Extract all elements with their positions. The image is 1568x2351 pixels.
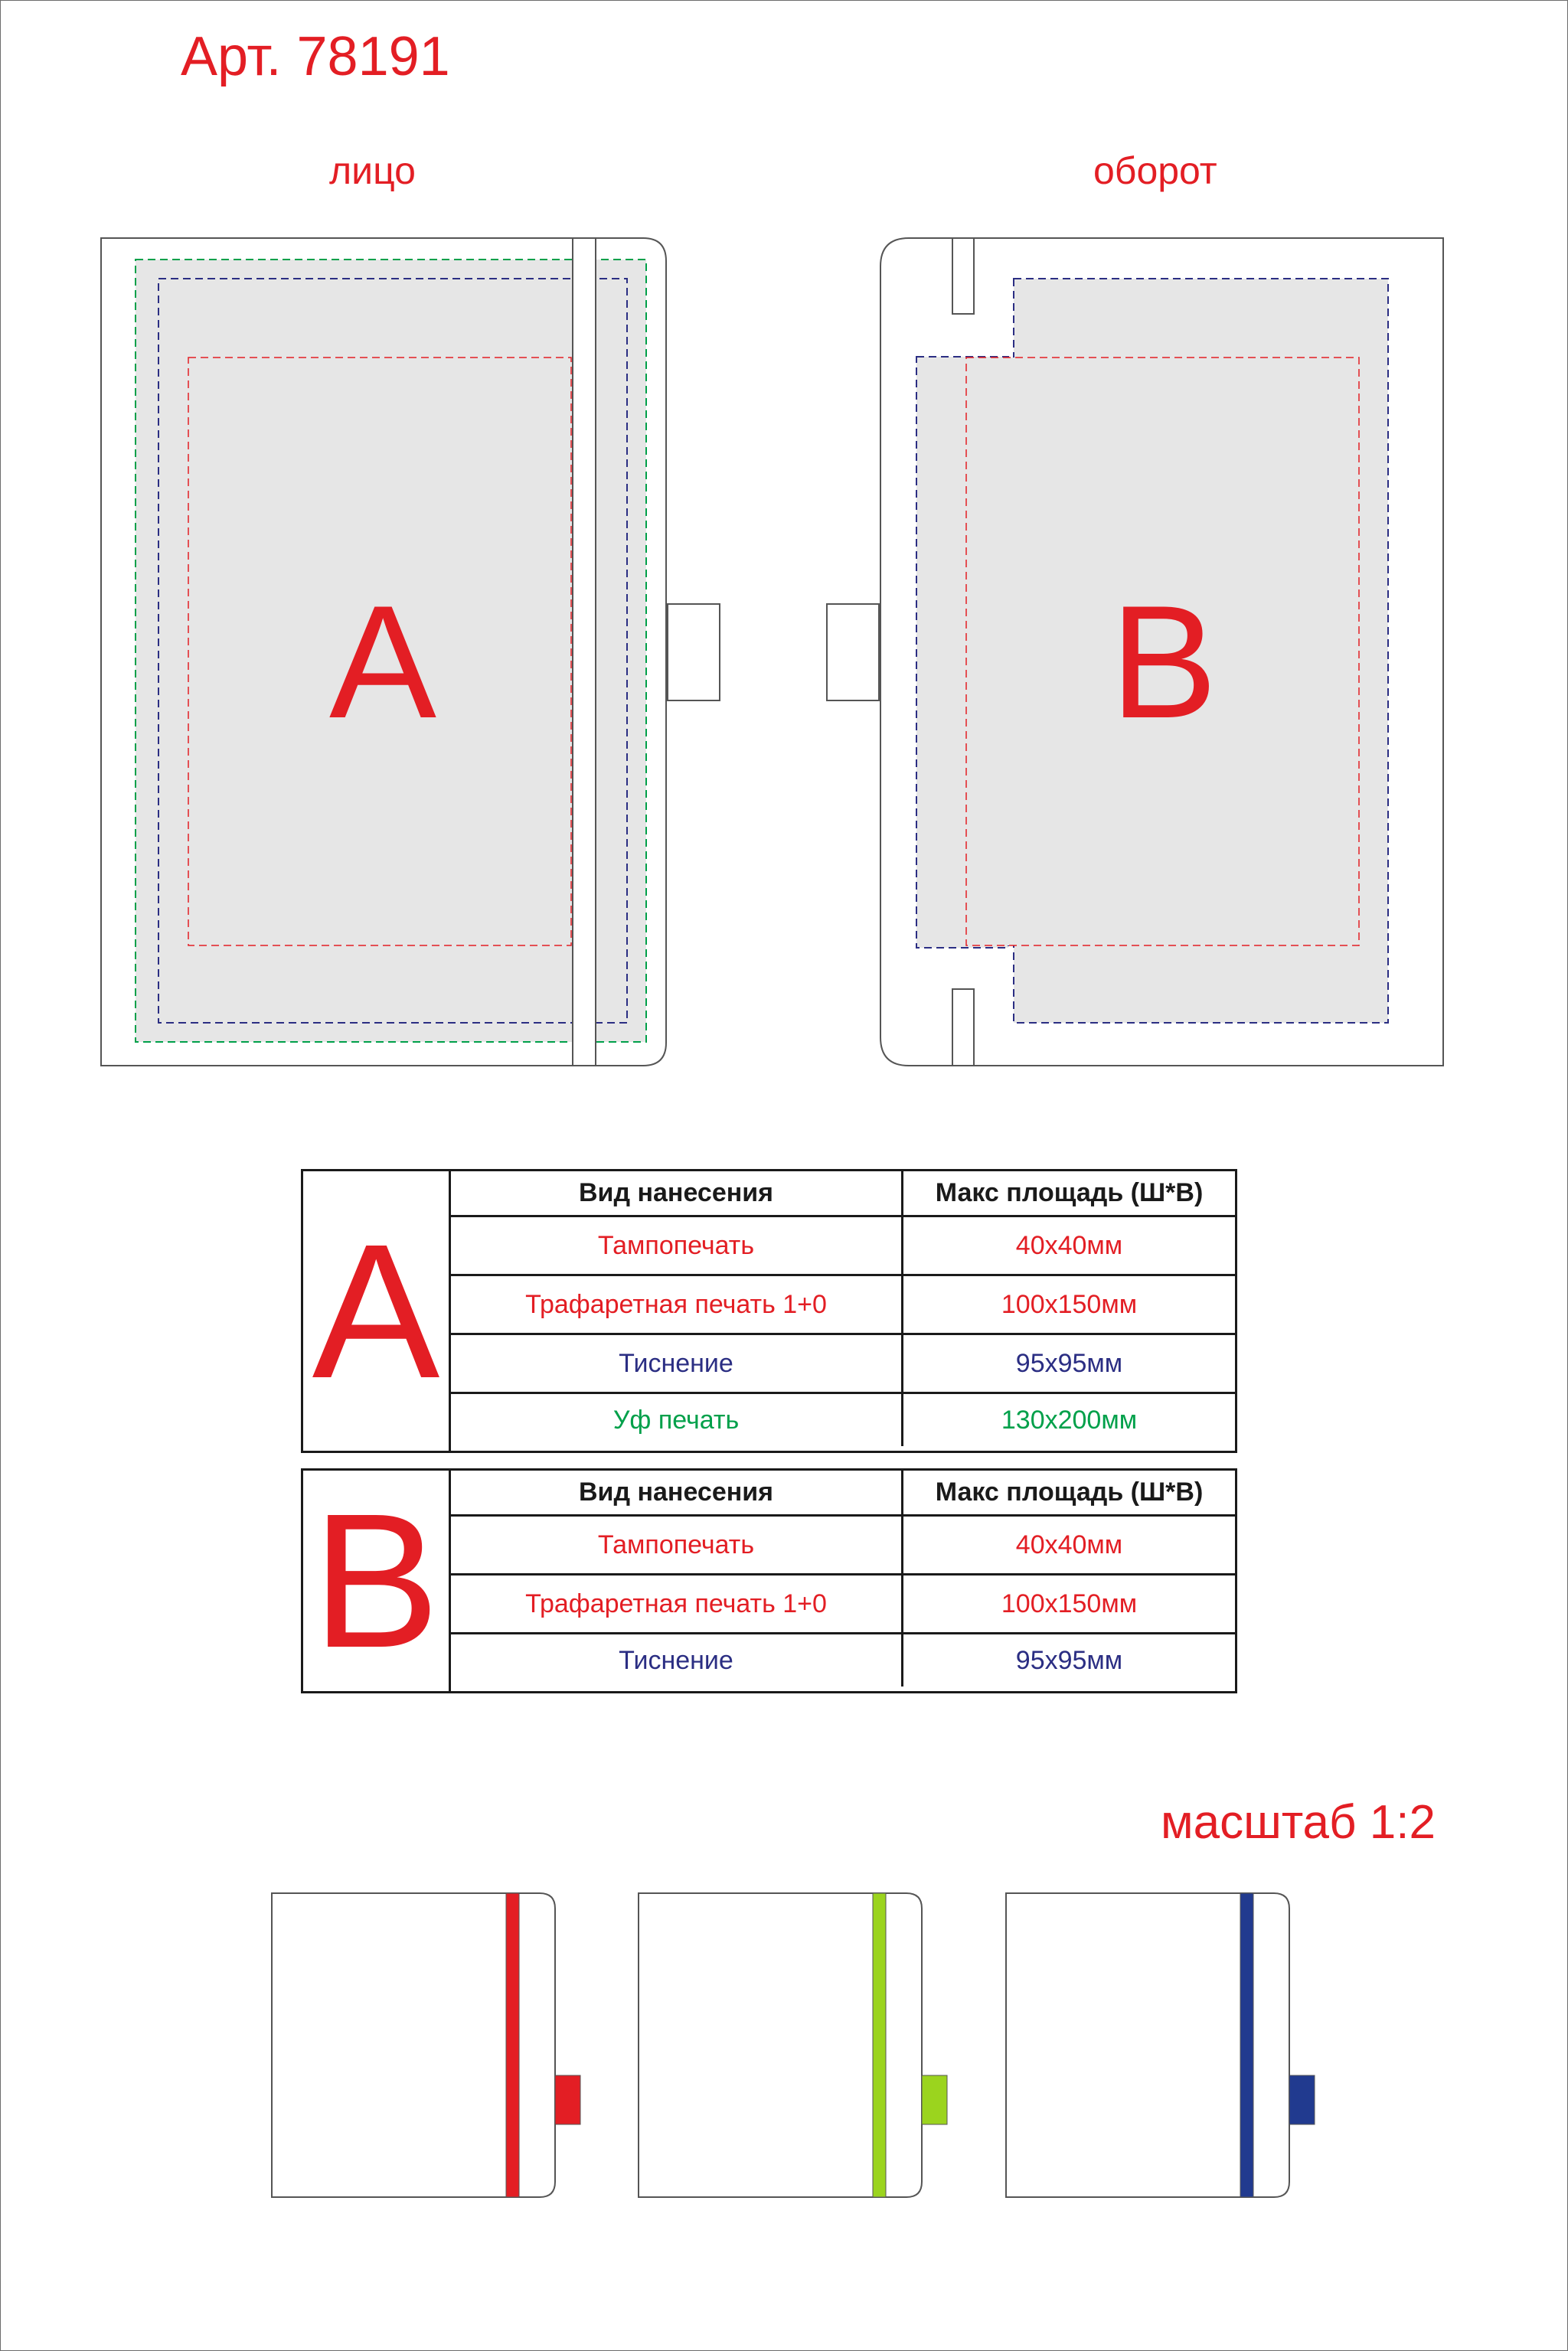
size-cell: 95х95мм [1015,1348,1123,1378]
size-cell: 95х95мм [1015,1645,1123,1675]
front-elastic-band [573,238,596,1066]
table-b-header [451,1471,1235,1517]
col-method-header: Вид нанесения [451,1471,903,1514]
size-cell: 100х150мм [1001,1589,1138,1618]
front-zone-letter: A [328,572,437,752]
scale-label: масштаб 1:2 [1161,1796,1436,1849]
method-cell: Тиснение [451,1634,903,1687]
method-cell: Тиснение [451,1335,903,1392]
size-cell: 40х40мм [1015,1230,1123,1260]
method-cell: Трафаретная печать 1+0 [451,1276,903,1333]
size-cell: 100х150мм [1001,1289,1138,1319]
size-cell: 40х40мм [1015,1530,1123,1559]
notebook-variant-blue [1006,1893,1315,2197]
method-cell: Уф печать [451,1394,903,1446]
article-title: Арт. 78191 [181,26,450,87]
table-row [451,1276,1235,1335]
col-size-header: Макс площадь (Ш*В) [935,1478,1204,1507]
size-cell: 130х200мм [1001,1405,1138,1435]
back-elastic-top [952,238,974,314]
back-label: оборот [1093,149,1217,192]
table-row [451,1335,1235,1394]
notebook-variant-lime [639,1893,947,2197]
front-label: лицо [329,149,416,192]
back-elastic-bottom [952,989,974,1066]
table-a-header [451,1171,1235,1217]
notebook-variant-red [272,1893,580,2197]
table-a [301,1169,1237,1453]
table-b-letter: B [303,1471,451,1691]
table-a-letter: A [303,1171,451,1451]
table-row [451,1217,1235,1276]
front-pen-loop [668,604,720,700]
table-row [451,1575,1235,1634]
table-row [451,1634,1235,1687]
table-row [451,1517,1235,1575]
method-cell: Тампопечать [451,1517,903,1573]
method-cell: Тампопечать [451,1217,903,1274]
back-zone-letter: B [1109,572,1218,752]
method-cell: Трафаретная печать 1+0 [451,1575,903,1632]
table-b [301,1468,1237,1693]
table-row [451,1394,1235,1446]
back-pen-loop [827,604,879,700]
col-size-header: Макс площадь (Ш*В) [935,1178,1204,1207]
col-method-header: Вид нанесения [451,1171,903,1215]
